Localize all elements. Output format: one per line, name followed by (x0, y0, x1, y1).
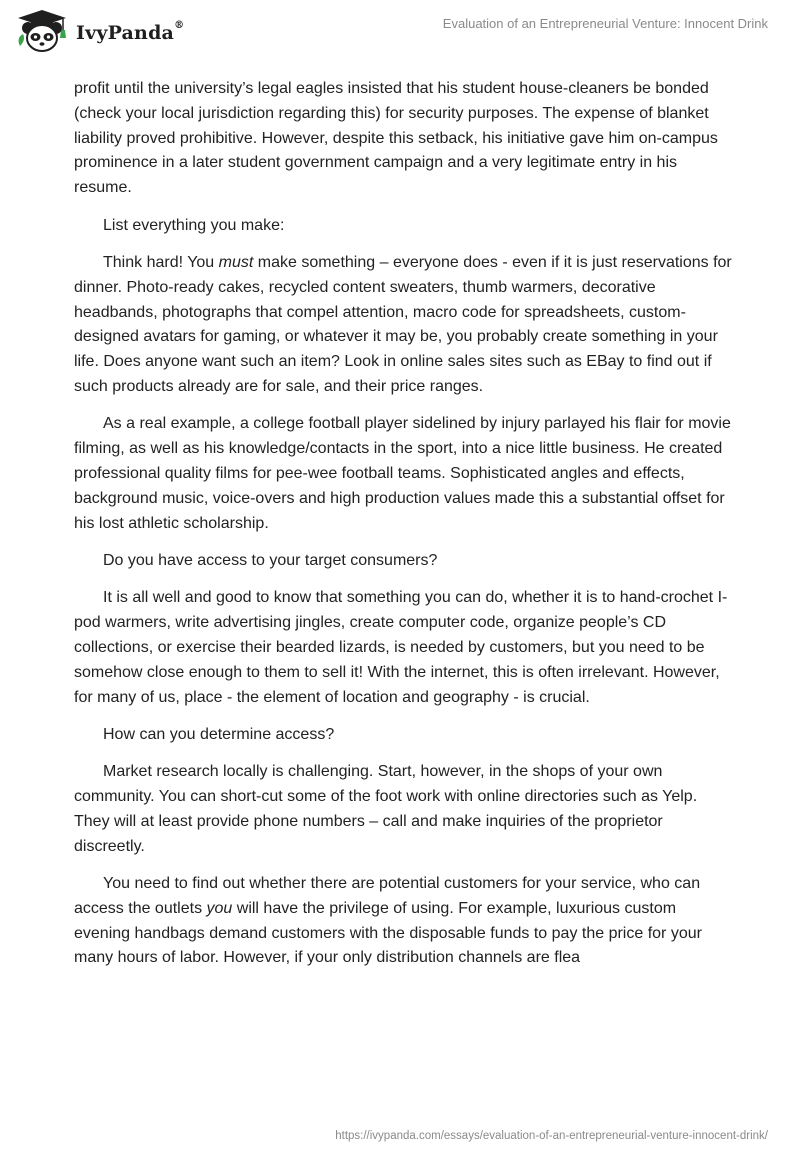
section-heading: Do you have access to your target consumers? (103, 551, 438, 569)
section-heading: How can you determine access? (103, 725, 335, 743)
source-url-link[interactable]: https://ivypanda.com/essays/evaluation-of-an-entrepreneurial-venture-innocent-drink/ (335, 1130, 768, 1142)
paragraph: As a real example, a college football player sidelined by injury parlayed his flair for movie filming, as well as his knowledge/contacts in the sport, into a nice little business. He created professional quality films for pee-wee football teams. Sophisticated angles and effects, background music, voice-overs and high production values made this a substantial offset for his lost athletic scholarship. (74, 415, 731, 532)
paragraph: profit until the university’s legal eagles insisted that his student house-cleaners be bonded (check your local jurisdiction regarding this) for security purposes. The expense of blanket liability proved prohibitive. However, despite this setback, his initiative gave him on-campus prominence in a later student government campaign and a very legitimate entry in his resume. (74, 80, 718, 197)
section-heading: List everything you make: (103, 216, 285, 234)
paragraph: Think hard! You must make something – everyone does - even if it is just reservations for dinner. Photo-ready cakes, recycled content sweaters, thumb warmers, decorative headbands, photographs that compel attention, macro code for spreadsheets, custom-designed avatars for gaming, or whatever it may be, you probably create something in your life. Does anyone want such an item? Look in online sales sites such as EBay to find out if such products already are for sale, and their price ranges. (74, 253, 732, 395)
document-title: Evaluation of an Entrepreneurial Venture: Innocent Drink (442, 16, 768, 31)
paragraph: You need to find out whether there are potential customers for your service, who can access the outlets you will have the privilege of using. For example, luxurious custom evening handbags demand customers with the disposable funds to pay the price for your many hours of labor. However, if your only distribution channels are flea (74, 875, 702, 967)
emphasis: must (218, 253, 254, 271)
emphasis: you (206, 899, 233, 917)
page-header (0, 0, 800, 64)
brand-logo[interactable] (14, 8, 184, 54)
brand-name: IvyPanda® (76, 20, 185, 44)
panda-graduate-icon (14, 8, 70, 54)
paragraph: It is all well and good to know that something you can do, whether it is to hand-crochet I-pod warmers, write advertising jingles, create computer code, organize people’s CD collections, or exercise their bearded lizards, is needed by customers, but you need to be somehow close enough to them to sell it! With the internet, this is often irrelevant. However, for many of us, place - the element of location and geography - is crucial. (74, 589, 728, 706)
paragraph: Market research locally is challenging. Start, however, in the shops of your own community. You can short-cut some of the foot work with online directories such as Yelp. They will at least provide phone numbers – call and make inquiries of the proprietor discreetly. (74, 763, 698, 855)
essay-body (74, 77, 734, 984)
